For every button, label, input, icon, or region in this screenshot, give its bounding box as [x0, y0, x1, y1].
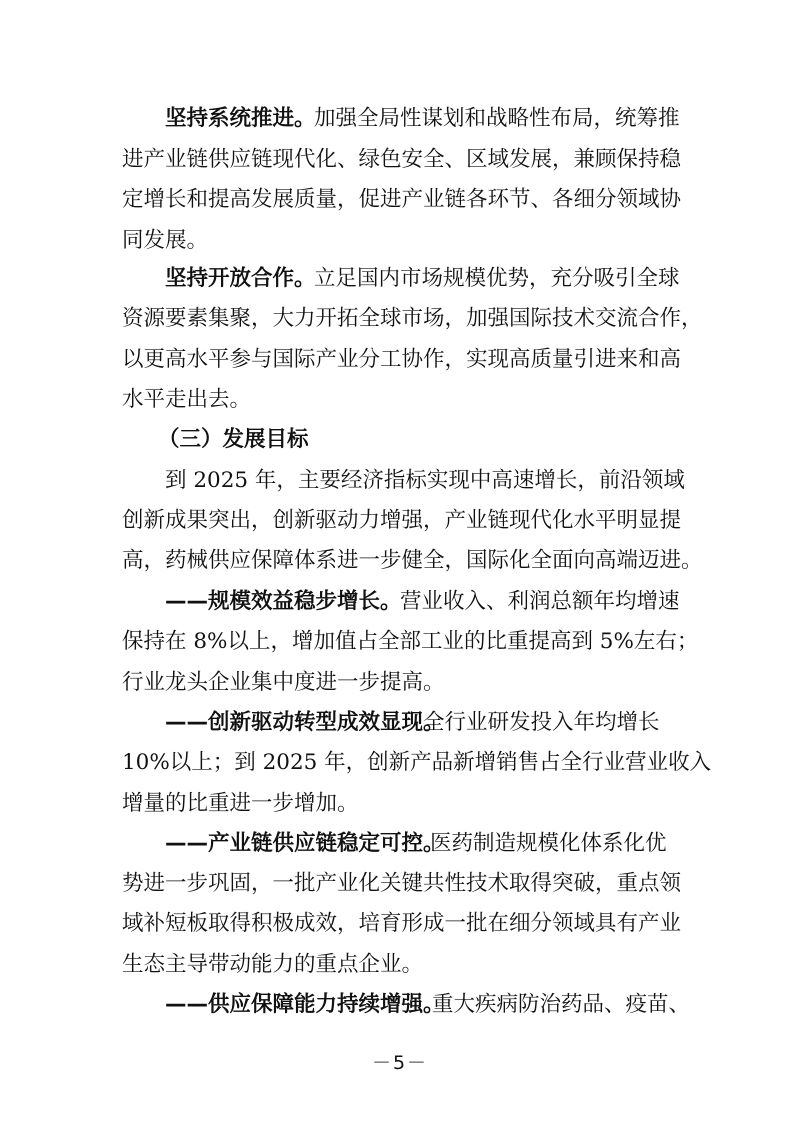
- paragraph-line: [0, 832, 800, 856]
- paragraph-text: 水平走出去。: [122, 387, 252, 412]
- paragraph-line: [0, 229, 800, 253]
- paragraph-text: 全行业研发投入年均增长: [423, 710, 660, 735]
- paragraph-text: 生态主导带动能力的重点企业。: [122, 952, 424, 977]
- paragraph-text: 域补短板取得积极成效，培育形成一批在细分领域具有产业: [122, 911, 682, 936]
- paragraph-text: 10%以上；到 2025 年，创新产品新增销售占全行业营业收入: [122, 750, 712, 775]
- paragraph-line: [0, 107, 800, 131]
- paragraph-text: 定增长和提高发展质量，促进产业链各环节、各细分领域协: [122, 187, 682, 212]
- paragraph-text: 同发展。: [122, 228, 209, 253]
- paragraph-line: [0, 872, 800, 896]
- paragraph-lead: ——产业链供应链稳定可控。: [165, 831, 445, 856]
- paragraph-text: 资源要素集聚，大力开拓全球市场，加强国际技术交流合作，: [122, 306, 703, 331]
- paragraph-text: 增量的比重进一步增加。: [122, 791, 359, 816]
- paragraph-text: 以更高水平参与国际产业分工协作，实现高质量引进来和高: [122, 347, 682, 372]
- paragraph-line: [0, 671, 800, 695]
- paragraph-line: [0, 267, 800, 291]
- paragraph-line: [0, 630, 800, 654]
- paragraph-line: [0, 148, 800, 172]
- paragraph-line: [0, 953, 800, 977]
- paragraph-line: [0, 549, 800, 573]
- paragraph-line: [0, 509, 800, 533]
- paragraph-text: 立足国内市场规模优势，充分吸引全球: [314, 266, 680, 291]
- paragraph-lead: 坚持开放合作。: [165, 266, 316, 291]
- paragraph-text: 到 2025 年，主要经济指标实现中高速增长，前沿领域: [165, 468, 685, 493]
- paragraph-line: [0, 993, 800, 1017]
- paragraph-text: 势进一步巩固，一批产业化关键共性技术取得突破，重点领: [122, 871, 682, 896]
- page-number: －5－: [371, 1052, 429, 1074]
- paragraph-lead: 坚持系统推进。: [165, 106, 316, 131]
- paragraph-text: 重大疾病防治药品、疫苗、: [432, 992, 691, 1017]
- paragraph-line: [0, 590, 800, 614]
- paragraph-text: 营业收入、利润总额年均增速: [400, 589, 680, 614]
- paragraph-line: [0, 792, 800, 816]
- paragraph-lead: ——规模效益稳步增长。: [165, 589, 402, 614]
- section-heading-line: [0, 428, 800, 452]
- paragraph-text: 创新成果突出，创新驱动力增强，产业链现代化水平明显提: [122, 508, 682, 533]
- paragraph-line: [0, 388, 800, 412]
- paragraph-line: [0, 469, 800, 493]
- paragraph-text: 行业龙头企业集中度进一步提高。: [122, 670, 445, 695]
- paragraph-text: 医药制造规模化体系化优: [430, 831, 667, 856]
- paragraph-text: 高，药械供应保障体系进一步健全，国际化全面向高端迈进。: [122, 548, 703, 573]
- paragraph-text: 保持在 8%以上，增加值占全部工业的比重提高到 5%左右；: [122, 629, 699, 654]
- paragraph-line: [0, 348, 800, 372]
- paragraph-line: [0, 912, 800, 936]
- paragraph-line: [0, 307, 800, 331]
- paragraph-line: [0, 711, 800, 735]
- paragraph-lead: ——创新驱动转型成效显现。: [165, 710, 445, 735]
- paragraph-text: 进产业链供应链现代化、绿色安全、区域发展，兼顾保持稳: [122, 147, 682, 172]
- paragraph-lead: ——供应保障能力持续增强。: [165, 992, 445, 1017]
- paragraph-line: [0, 751, 800, 775]
- paragraph-line: [0, 188, 800, 212]
- paragraph-text: 加强全局性谋划和战略性布局，统筹推: [314, 106, 680, 131]
- section-heading: （三）发展目标: [158, 427, 309, 452]
